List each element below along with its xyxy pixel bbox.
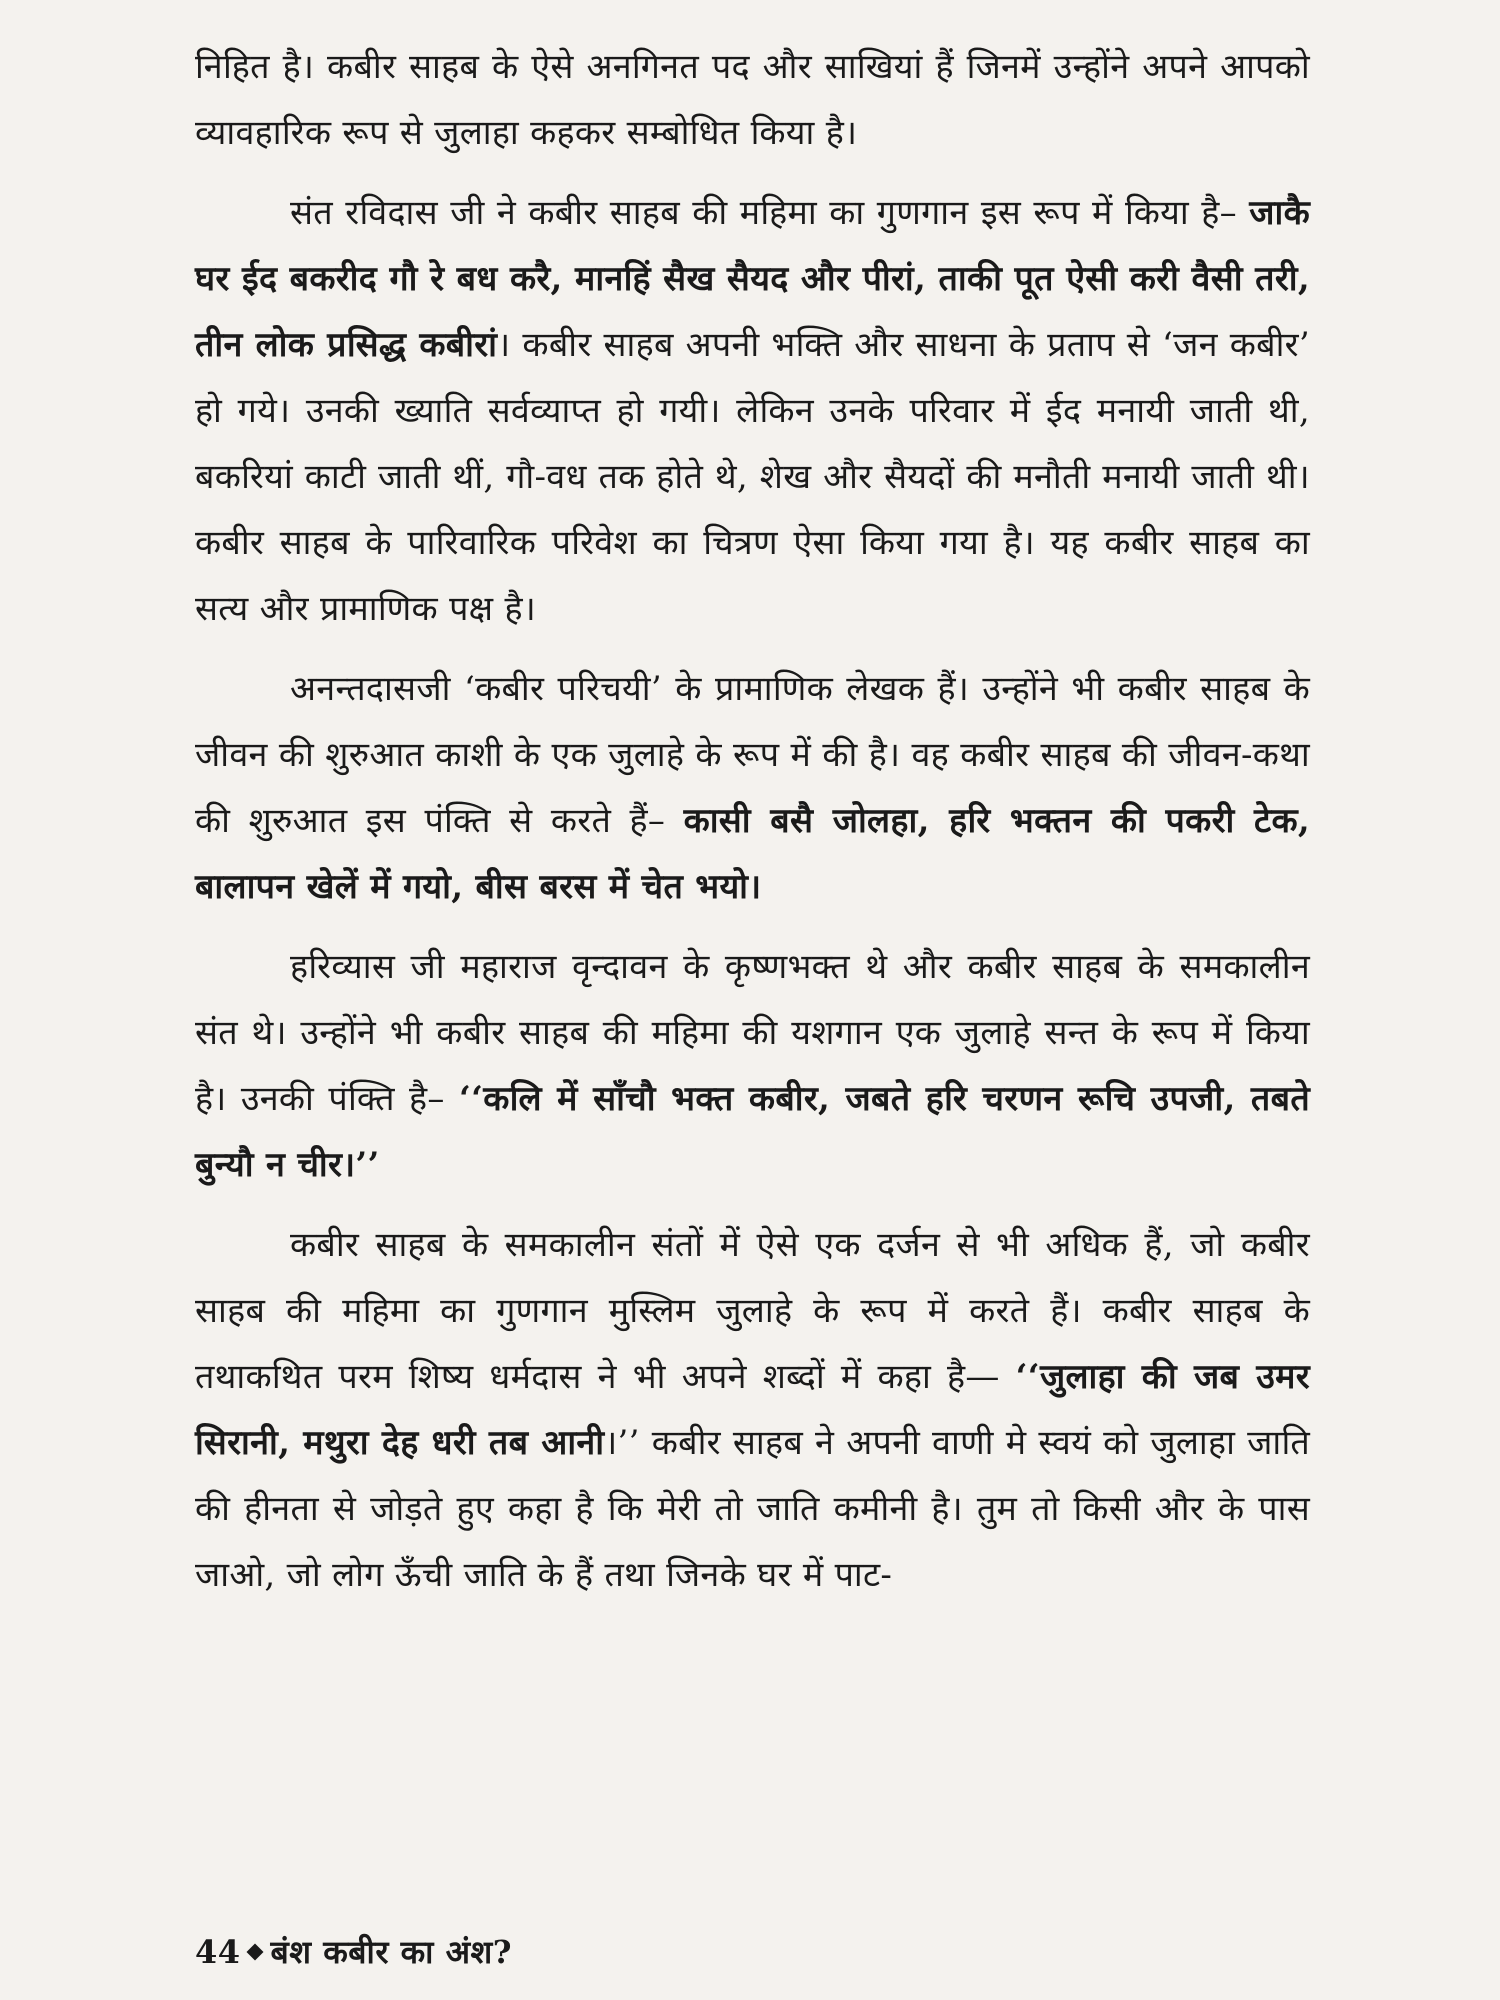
quoted-verse: ‘‘कलि में साँचौ भक्त कबीर, जबते हरि चरणन रूचि उपजी, तबते बुन्यौ न चीर।’’ bbox=[195, 1079, 1310, 1185]
diamond-icon bbox=[246, 1944, 263, 1961]
paragraph-text: ।’’ कबीर साहब ने अपनी वाणी मे स्वयं को जुलाहा जाति की हीनता से जोड़ते हुए कहा है कि मेरी तो जाति कमीनी है। तुम तो किसी और के पास जाओ, जो लोग ऊँची जाति के हैं तथा जिनके घर में पाट- bbox=[195, 1423, 1310, 1595]
paragraph bbox=[195, 34, 1310, 166]
paragraph bbox=[195, 934, 1310, 1198]
paragraph-text: कबीर साहब के समकालीन संतों में ऐसे एक दर्जन से भी अधिक हैं, जो कबीर साहब की महिमा का गुणगान मुस्लिम जुलाहे के रूप में करते हैं। कबीर साहब के तथाकथित परम शिष्य धर्मदास ने भी अपने शब्दों में कहा है— bbox=[195, 1225, 1310, 1397]
quoted-verse: जाकै घर ईद बकरीद गौ रे बध करै, मानहिं सैख सैयद और पीरां, ताकी पूत ऐसी करी वैसी तरी, तीन लोक प्रसिद्ध कबीरां bbox=[195, 193, 1310, 365]
paragraph-text: संत रविदास जी ने कबीर साहब की महिमा का गुणगान इस रूप में किया है– bbox=[290, 193, 1250, 233]
paragraph-text: अनन्तदासजी ‘कबीर परिचयी’ के प्रामाणिक लेखक हैं। उन्होंने भी कबीर साहब के जीवन की शुरुआत काशी के एक जुलाहे के रूप में की है। वह कबीर साहब की जीवन-कथा की शुरुआत इस पंक्ति से करते हैं– bbox=[195, 669, 1310, 841]
paragraph-text: । कबीर साहब अपनी भक्ति और साधना के प्रताप से ‘जन कबीर’ हो गये। उनकी ख्याति सर्वव्याप्त हो गयी। लेकिन उनके परिवार में ईद मनायी जाती थी, बकरियां काटी जाती थीं, गौ-वध तक होते थे, शेख और सैयदों की मनौती मनायी जाती थी। कबीर साहब के पारिवारिक परिवेश का चित्रण ऐसा किया गया है। यह कबीर साहब का सत्य और प्रामाणिक पक्ष है। bbox=[195, 325, 1310, 629]
page-footer bbox=[195, 1930, 512, 1973]
quoted-verse: कासी बसै जोलहा, हरि भक्तन की पकरी टेक, बालापन खेलें में गयो, बीस बरस में चेत भयो। bbox=[195, 801, 1310, 907]
paragraph-text: हरिव्यास जी महाराज वृन्दावन के कृष्णभक्त थे और कबीर साहब के समकालीन संत थे। उन्होंने भी कबीर साहब की महिमा की यशगान एक जुलाहे सन्त के रूप में किया है। उनकी पंक्ति है– bbox=[195, 947, 1310, 1119]
paragraph bbox=[195, 656, 1310, 920]
page-number: 44 bbox=[195, 1933, 241, 1971]
body-text bbox=[195, 34, 1310, 1608]
paragraph-text: निहित है। कबीर साहब के ऐसे अनगिनत पद और साखियां हैं जिनमें उन्होंने अपने आपको व्यावहारिक रूप से जुलाहा कहकर सम्बोधित किया है। bbox=[195, 47, 1310, 153]
book-title: बंश कबीर का अंश? bbox=[270, 1933, 513, 1971]
paragraph bbox=[195, 1212, 1310, 1608]
paragraph bbox=[195, 180, 1310, 642]
quoted-verse: ‘‘जुलाहा की जब उमर सिरानी, मथुरा देह धरी तब आनी bbox=[195, 1357, 1310, 1463]
